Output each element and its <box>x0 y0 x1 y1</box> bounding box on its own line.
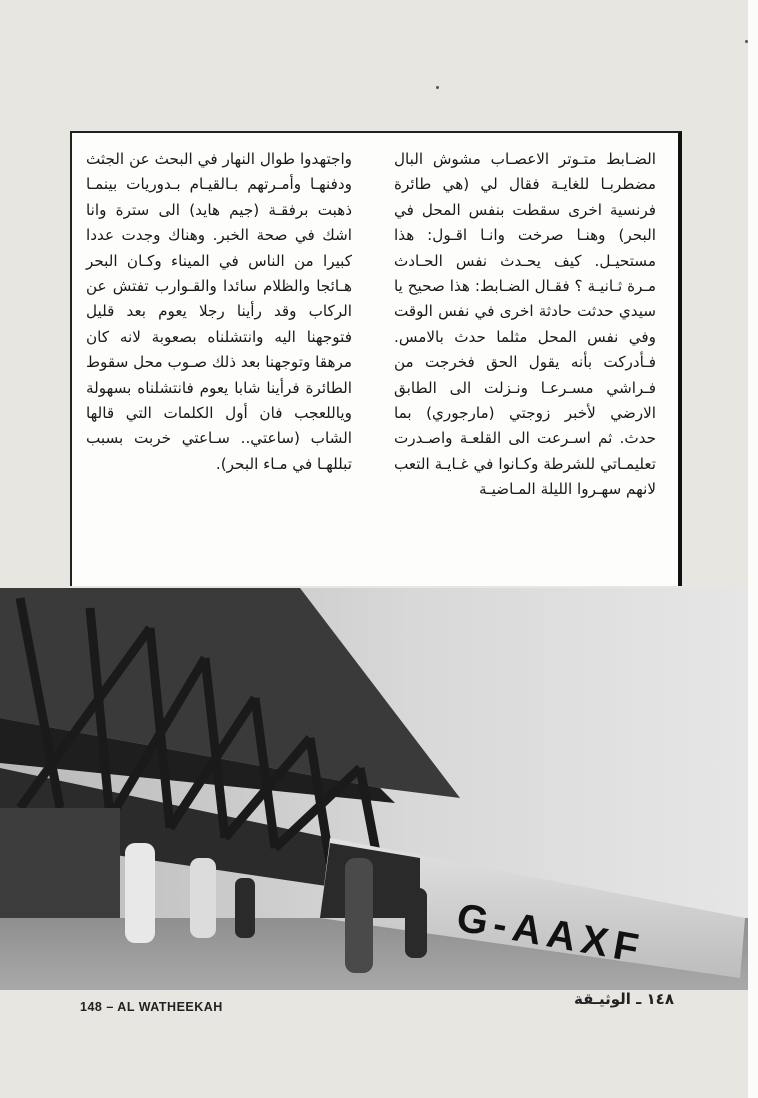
registration-marking: G-AAXF <box>453 895 648 972</box>
engine-nacelle <box>0 808 120 918</box>
article-column-left <box>86 147 352 477</box>
biplane-photo-drawing <box>0 588 748 990</box>
footer-page-number-arabic: ١٤٨ ـ الوثيـقة <box>574 990 674 1008</box>
article-text-box <box>70 131 682 586</box>
footer-page-number-english: 148 – AL WATHEEKAH <box>80 1000 223 1014</box>
article-paragraph-right: الضـابط متـوتر الاعصـاب مشوش البال مضطربـا للغايـة فقال لي (هي طائرة فرنسية اخرى سقطت بنفس المحل في البحر) وهنـا صرخت وانـا اقـول: هذا مستحيـل. كيف يحـدث نفس الحـادث مـرة ثـانيـة ؟ فقـال الضـابط: هذا صحيح يا سيدي حدثت حادثة اخرى في نفس الوقت وفي نفس المحل مثلما حدث بالامس. فـأدركت بأنه يقول الحق فخرجت من فـراشي مسـرعـا ونـزلت الى الطابق الارضي لأخبر زوجتي (مارجوري) بما حدث. ثم اسـرعت الى القلعـة واصـدرت تعليمـاتي للشرطة وكـانوا في غـايـة التعب لانهم سهـروا الليلة المـاضيـة <box>394 150 656 499</box>
article-column-right <box>394 147 656 503</box>
article-paragraph-left: واجتهدوا طوال النهار في البحث عن الجثث ودفنهـا وأمـرتهم بـالقيـام بـدوريات بينمـا ذهبت برفقـة (جيم هايد) الى سترة وانا اشك في صحة الخبر. وهناك وجدت عددا كبيرا من الناس في الميناء وكـان البحر هـائجا والظلام سائدا والقـوارب تفتش عن الركاب وقد رأينا رجلا يعوم بعد قليل فتوجهنا اليه وانتشلناه بصعوبة لانه كان مرهقا وتوجهنا بعد ذلك صـوب محل سقوط الطائرة فرأينا شابا يعوم فانتشلناه بسهولة وياللعجب فان أول الكلمات التي قالها الشاب (ساعتي.. سـاعتي خربت بسبب تبللهـا في مـاء البحر). <box>86 150 352 473</box>
biplane-photograph <box>0 588 748 990</box>
speck <box>745 40 748 43</box>
speck <box>436 86 439 89</box>
page-edge <box>748 0 758 1098</box>
